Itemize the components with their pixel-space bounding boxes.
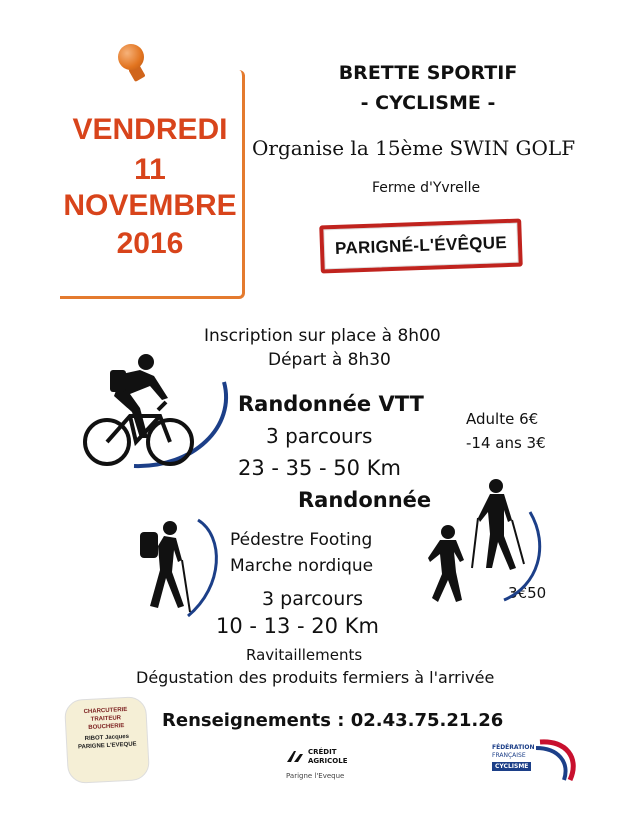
town-sign: PARIGNÉ-L'ÉVÊQUE <box>319 218 523 273</box>
org-title: BRETTE SPORTIF <box>338 62 518 84</box>
price-child: -14 ans 3€ <box>466 434 546 452</box>
org-subtitle: - CYCLISME - <box>360 92 496 114</box>
event-title: Organise la 15ème SWIN GOLF <box>252 136 576 160</box>
ribot-line-1: CHARCUTERIE <box>83 706 128 716</box>
ca-line-2: AGRICOLE <box>308 757 348 765</box>
ffc-line-1: FÉDÉRATION <box>492 744 535 751</box>
date-year: 2016 <box>116 227 184 260</box>
rando-title: Randonnée <box>298 488 432 512</box>
ffc-logo <box>492 738 582 786</box>
ribot-line-2: TRAITEUR <box>90 715 122 723</box>
ffc-swoosh-icon <box>536 738 580 784</box>
rando-types: Pédestre Footing <box>230 530 373 550</box>
date-number: 11 <box>134 153 166 186</box>
runner-walker-illustration <box>420 476 556 616</box>
hiker-illustration <box>128 516 228 620</box>
vtt-title: Randonnée VTT <box>238 392 424 416</box>
rando-parcours: 3 parcours <box>262 588 364 610</box>
ravitaillements: Ravitaillements <box>246 646 363 664</box>
date-month: NOVEMBRE <box>63 189 237 222</box>
pushpin-icon <box>118 44 144 70</box>
credit-agricole-icon <box>286 750 304 764</box>
ca-line-1: CRÉDIT <box>308 748 337 756</box>
ribot-logo <box>64 696 150 784</box>
rando-nordic: Marche nordique <box>230 556 374 576</box>
price-walk: 3€50 <box>508 584 547 602</box>
ffc-line-3: CYCLISME <box>492 762 531 771</box>
ribot-line-5: PARIGNE L'EVEQUE <box>77 741 137 751</box>
degustation: Dégustation des produits fermiers à l'arrivée <box>136 668 495 687</box>
ribot-line-4: RIBOT Jacques <box>84 733 130 743</box>
inscription-time: Inscription sur place à 8h00 <box>204 326 441 346</box>
cyclist-illustration <box>74 346 236 472</box>
vtt-parcours: 3 parcours <box>266 424 373 448</box>
ffc-line-2: FRANÇAISE <box>492 752 526 759</box>
departure-time: Départ à 8h30 <box>268 350 391 370</box>
price-adult: Adulte 6€ <box>466 410 539 428</box>
contact-phone: Renseignements : 02.43.75.21.26 <box>162 710 504 731</box>
ca-town: Parigne l'Eveque <box>286 772 345 780</box>
venue: Ferme d'Yvrelle <box>372 180 481 196</box>
date-day: VENDREDI <box>72 113 228 146</box>
rando-distances: 10 - 13 - 20 Km <box>216 614 379 638</box>
ribot-line-3: BOUCHERIE <box>88 723 125 731</box>
vtt-distances: 23 - 35 - 50 Km <box>238 456 401 480</box>
